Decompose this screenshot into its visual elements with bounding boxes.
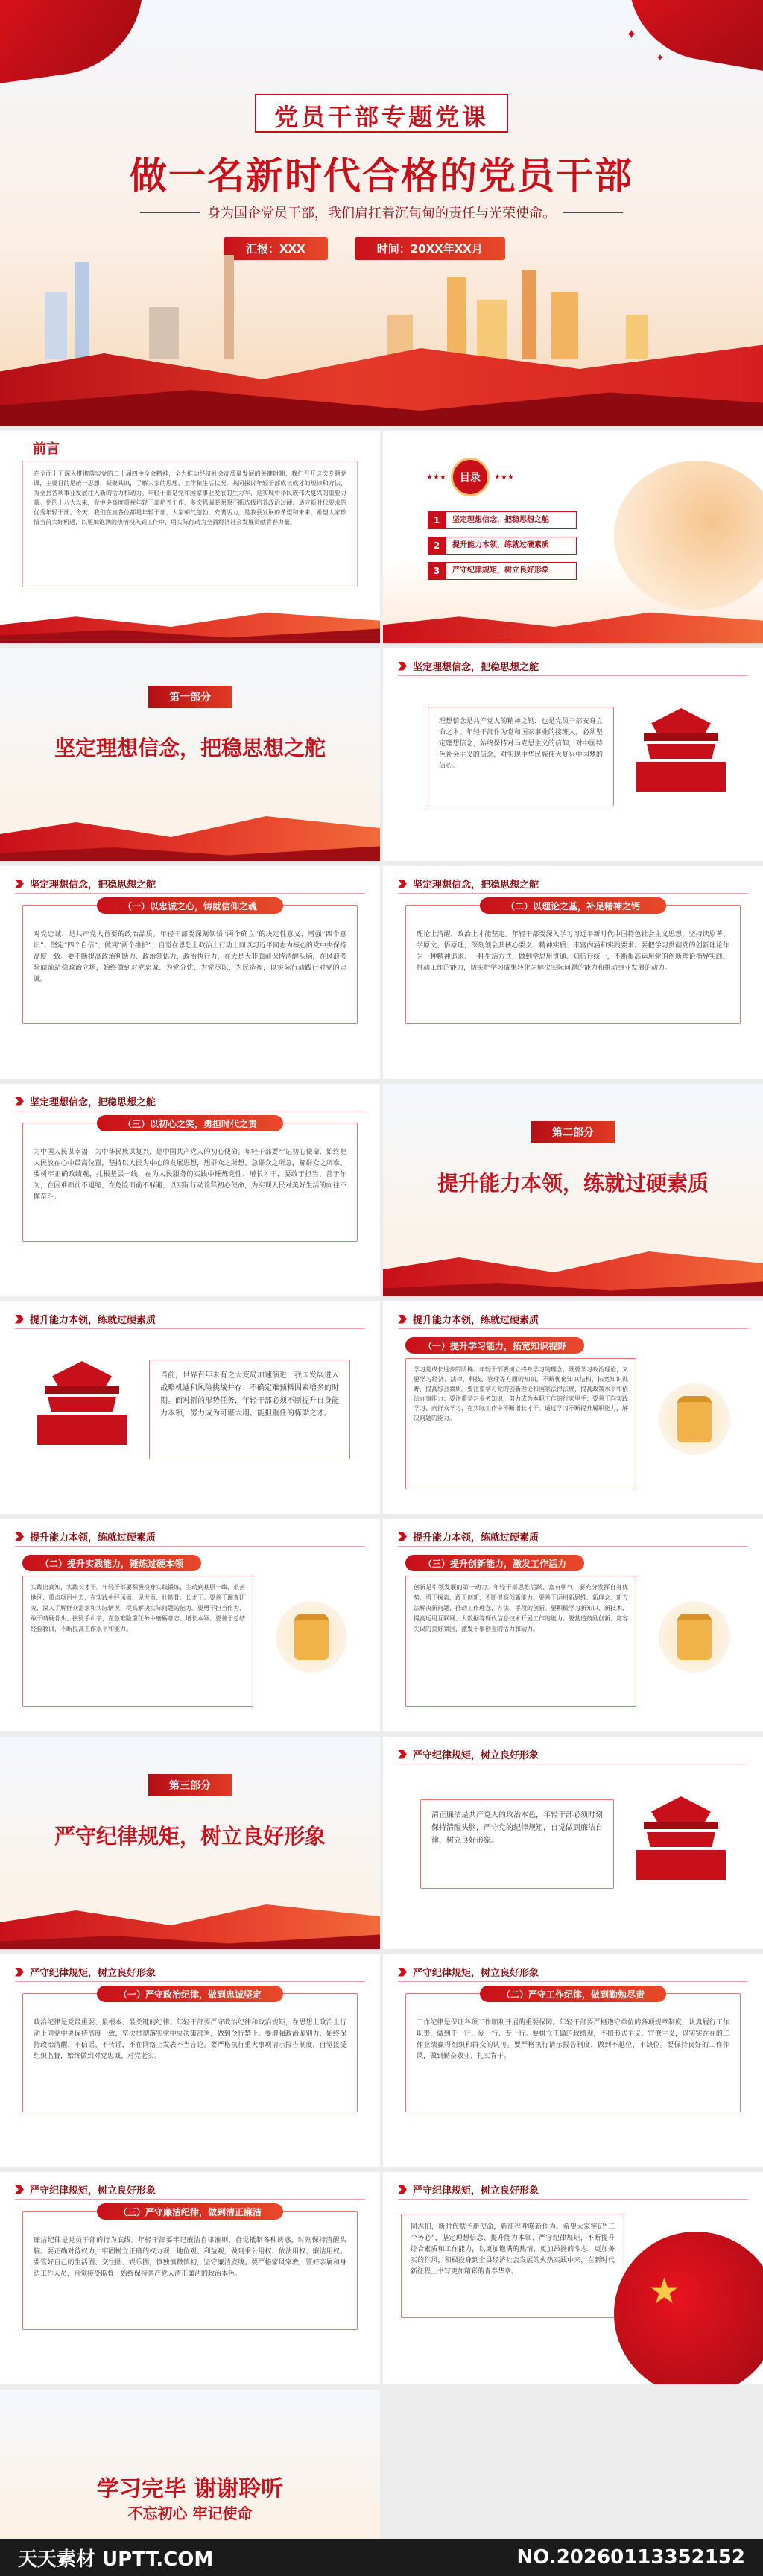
divider (15, 893, 365, 894)
header-marker-icon (15, 1968, 24, 1977)
red-flag-decoration (614, 2232, 763, 2384)
content-text: 工作纪律是保证各项工作顺利开展的重要保障。年轻干部要严格遵守单位的各项规章制度，认真履行工作职责，做到干一行、爱一行、专一行。要树立正确的政绩观，不搞形式主义、官僚主义，以实实在在的工作业绩赢得组织和群众的认可。要严格执行请示报告制度，做到不越位、不缺位。要保持良好的工作作风，做到勤奋敬业、扎实肯干。 (417, 2019, 729, 2060)
ending-title: 学习完毕 谢谢聆听 (96, 2476, 284, 2502)
toc-item[interactable]: 1 坚定理想信念，把稳思想之舵 (428, 511, 577, 529)
slide-header: 提升能力本领，练就过硬素质 (15, 1312, 156, 1326)
header-marker-icon (398, 1315, 407, 1324)
decoration-building (614, 461, 763, 610)
section-pill: （一）以忠诚之心，铸就信仰之魂 (97, 897, 283, 914)
intro-text: 清正廉洁是共产党人的政治本色，年轻干部必须时刻保持清醒头脑，严守党的纪律规矩，自觉做到廉洁自律，树立良好形象。 (431, 1811, 603, 1845)
header-marker-icon (15, 2185, 24, 2194)
content-text: 创新是引领发展的第一动力。年轻干部思维活跃、富有朝气，要充分发挥自身优势，勇于探索、敢于创新，不断提高创新能力。要善于运用新思维、新理念、新方法解决新问题，推动工作理念、方法、手段的创新。要积极学习新知识、新技术，提高运用互联网、大数据等现代信息技术开展工作的能力。要营造鼓励创新、宽容失误的良好氛围，激发干事创业的活力和动力。 (414, 1584, 628, 1632)
content-text: 对党忠诚，是共产党人首要的政治品质。年轻干部要深刻领悟“两个确立”的决定性意义，增强“四个意识”、坚定“四个自信”、做到“两个维护”，自觉在思想上政治上行动上同以习近平同志为核心的党中央保持高度一致。要不断提高政治判断力、政治领悟力、政治执行力，在大是大非面前保持清醒头脑，在风浪考验面前站稳政治立场，始终做到对党忠诚、为党分忧、为党尽职、为民造福，以实际行动践行对党的忠诚。 (34, 931, 346, 983)
star-icon: ★ (648, 2270, 681, 2312)
slide-s2-intro (0, 1301, 380, 1514)
star-icon: ★★★ (426, 473, 446, 482)
slide-header: 提升能力本领，练就过硬素质 (398, 1530, 539, 1544)
slide-s2-a (383, 1301, 763, 1514)
content-card (22, 1576, 253, 1707)
slide-s3-a (0, 1954, 380, 2167)
preface-card (22, 461, 358, 587)
fist-icon (659, 1383, 730, 1455)
content-text: 为中国人民谋幸福，为中华民族谋复兴，是中国共产党人的初心使命。年轻干部要牢记初心使命，始终把人民放在心中最高位置，坚持以人民为中心的发展思想，想群众之所想、急群众之所急，解群众之所难。要树牢正确政绩观，扎根基层一线，在为人民服务的实践中锤炼党性、增长才干，要敢于担当、善于作为，在困难面前不退缩，在危险面前不躲避，以实际行动诠释初心使命，为实现人民对美好生活的向往不懈奋斗。 (34, 1149, 346, 1201)
part-tag: 第三部分 (148, 1774, 232, 1796)
header-marker-icon (398, 662, 407, 671)
cover-slide (0, 0, 763, 426)
slide-part3 (0, 1737, 380, 1949)
slide-header: 坚定理想信念，把稳思想之舵 (15, 1094, 156, 1108)
content-text: 学习是成长进步的阶梯。年轻干部要树立终身学习的理念，既要学习政治理论，又要学习经济、法律、科技、管理等方面的知识，不断优化知识结构，拓宽知识视野，提高综合素质。要注重学习党的创新理论和国家法律法规，提高政策水平和依法办事能力；要注重学习业务知识，努力成为本职工作的行家里手；要善于向实践学习、向群众学习，在实际工作中不断增长才干。通过学习不断提升履职能力，解决问题的能力。 (414, 1366, 628, 1421)
divider (398, 675, 748, 676)
slide-s1-c (0, 1084, 380, 1296)
fist-icon (276, 1601, 347, 1673)
reporter-badge: 汇报：XXX (224, 237, 328, 260)
preface-text: 在全面上下深入贯彻落实党的二十届四中全会精神，全力推动经济社会高质量发展的关键时期，我们召开这次专题党课，主要目的是统一思想、凝聚共识，了解大家的思想、工作和生活状况，共同探讨年轻干部成长成才的规律和方法，为全县各项事业发展注入新的活力和动力。年轻干部是党和国家事业发展的生力军，是实现中华民族伟大复兴的重要力量。党的十八大以来，党中央高度重视年轻干部培养工作，多次强调要源源不断选拔培养政治过硬、适应新时代要求的优秀年轻干部。今天，我们在座各位都是年轻干部，大家朝气蓬勃、充满活力，是我县发展的希望和未来。希望大家珍惜当前大好机遇，以更加饱满的热情投入到工作中，用实际行动为全县经济社会发展贡献青春力量。 (34, 470, 346, 525)
intro-text: 理想信念是共产党人的精神之钙，也是党员干部安身立命之本。年轻干部作为党和国家事业的接班人，必须坚定理想信念，始终保持对马克思主义的信仰，对中国特色社会主义的信念，对实现中华民族伟大复兴中国梦的信心。 (439, 718, 603, 770)
slide-s3-b (383, 1954, 763, 2167)
closing-text: 同志们，新时代赋予新使命，新征程呼唤新作为。希望大家牢记“三个务必”，坚定理想信念、提升能力本领、严守纪律规矩，不断提升综合素质和工作能力，以更加饱满的热情、更加昂扬的斗志、更加务实的作风，积极投身到全县经济社会发展的火热实践中来，在新时代新征程上书写更加精彩的青春华章。 (411, 2223, 615, 2276)
divider (140, 212, 200, 213)
star-icon: ★★★ (493, 473, 514, 482)
header-marker-icon (398, 2185, 407, 2194)
slide-s1-a (0, 866, 380, 1079)
divider (15, 1328, 365, 1329)
slide-header: 坚定理想信念，把稳思想之舵 (398, 659, 539, 673)
slide-s1-b (383, 866, 763, 1079)
content-card (405, 1993, 741, 2112)
divider (15, 1981, 365, 1982)
slide-header: 坚定理想信念，把稳思想之舵 (15, 877, 156, 891)
part-tag: 第二部分 (531, 1121, 615, 1143)
content-card (22, 2211, 358, 2330)
section-pill: （二）以理论之基，补足精神之钙 (480, 897, 666, 914)
watermark-right: NO.20260113352152 (516, 2546, 745, 2569)
divider (398, 1981, 748, 1982)
toc-list (428, 511, 577, 580)
header-marker-icon (398, 880, 407, 888)
intro-card (420, 1799, 614, 1889)
intro-card (428, 707, 614, 806)
header-marker-icon (398, 1532, 407, 1541)
cover-subtitle-tag: 党员干部专题党课 (255, 94, 508, 133)
content-card (405, 1358, 636, 1489)
divider (15, 1546, 365, 1547)
divider (398, 2199, 748, 2200)
divider (398, 893, 748, 894)
cover-tagline: 身为国企党员干部，我们肩扛着沉甸甸的责任与光荣使命。 (207, 206, 556, 221)
content-card (405, 905, 741, 1024)
content-text: 廉洁纪律是党员干部的行为底线。年轻干部要牢记廉洁自律准则，自觉抵制各种诱惑，时刻保持清醒头脑。要正确对待权力，牢固树立正确的权力观、地位观、利益观，做到秉公用权、依法用权、廉洁用权。要管好自己的生活圈、交往圈、娱乐圈，慎独慎微慎初，坚守廉洁底线。要严格家风家教，管好亲属和身边工作人员，自觉接受监督，始终保持共产党人清正廉洁的政治本色。 (34, 2237, 346, 2278)
header-marker-icon (398, 1750, 407, 1759)
dove-icon: ✦ (693, 37, 701, 48)
city-skyline (0, 255, 763, 359)
fist-icon (659, 1601, 730, 1673)
section-pill: （二）严守工作纪律，做到勤勉尽责 (480, 1986, 666, 2002)
watermark-bar (0, 2539, 763, 2576)
header-marker-icon (398, 1968, 407, 1977)
slide-s3-intro (383, 1737, 763, 1949)
slide-header: 提升能力本领，练就过硬素质 (15, 1530, 156, 1544)
slide-toc (383, 431, 763, 643)
header-marker-icon (15, 1097, 24, 1106)
part-tag: 第一部分 (148, 686, 232, 708)
slide-ending (0, 2390, 380, 2539)
slide-header: 坚定理想信念，把稳思想之舵 (398, 877, 539, 891)
content-text: 理论上清醒，政治上才能坚定。年轻干部要深入学习习近平新时代中国特色社会主义思想，坚持读原著、学原文、悟原理，深刻领会其核心要义、精神实质、丰富内涵和实践要求。要把学习贯彻党的创新理论作为一种精神追求、一种生活方式，做到学思用贯通、知信行统一，不断提高运用党的创新理论指导实践、推动工作的能力，切实把学习成果转化为解决实际问题的能力和推动事业发展的动力。 (417, 931, 729, 972)
toc-item[interactable]: 3 严守纪律规矩，树立良好形象 (428, 562, 577, 580)
content-card (405, 1576, 636, 1707)
divider (15, 2199, 365, 2200)
slide-preface (0, 431, 380, 643)
slide-s3-c (0, 2172, 380, 2384)
slide-part2 (383, 1084, 763, 1296)
slide-header: 严守纪律规矩，树立良好形象 (15, 2182, 156, 2197)
content-card (22, 1993, 358, 2112)
toc-badge-row (426, 458, 514, 496)
empty-slot (383, 2390, 763, 2539)
content-card (22, 905, 358, 1024)
slide-header: 严守纪律规矩，树立良好形象 (398, 1965, 539, 1979)
intro-text: 当前，世界百年未有之大变局加速演进，我国发展进入战略机遇和风险挑战并存、不确定难预料因素增多的时期。面对新的形势任务，年轻干部必须不断提升自身能力本领，努力成为可堪大用、能担重任的栋梁之才。 (160, 1371, 339, 1418)
slide-s1-intro (383, 648, 763, 861)
content-card (22, 1123, 358, 1242)
part-title: 提升能力本领，练就过硬素质 (437, 1171, 709, 1196)
section-pill: （三）以初心之笑，勇担时代之责 (97, 1115, 283, 1131)
slide-header: 严守纪律规矩，树立良好形象 (15, 1965, 156, 1979)
cover-subtitle-box (171, 94, 592, 133)
divider (398, 1328, 748, 1329)
header-marker-icon (15, 880, 24, 888)
slide-s2-c (383, 1519, 763, 1731)
section-pill: （三）严守廉洁纪律，做到清正廉洁 (97, 2203, 283, 2220)
watermark-left: 天天素材 UPTT.COM (18, 2548, 214, 2571)
red-flag-decoration-right (615, 0, 763, 73)
preface-title: 前言 (33, 441, 60, 457)
toc-item[interactable]: 2 提升能力本领，练就过硬素质 (428, 537, 577, 555)
slide-s3-close (383, 2172, 763, 2384)
slide-header: 严守纪律规矩，树立良好形象 (398, 1747, 539, 1761)
toc-badge: 目录 (451, 458, 490, 496)
dove-icon: ✦ (626, 27, 638, 42)
section-pill: （一）提升学习能力，拓宽知识视野 (405, 1337, 584, 1354)
cover-tagline-row (0, 203, 763, 222)
date-badge: 时间：20XX年XX月 (355, 237, 505, 260)
divider (563, 212, 623, 213)
section-pill: （三）提升创新能力，激发工作活力 (405, 1555, 584, 1571)
divider (398, 1546, 748, 1547)
cover-title: 做一名新时代合格的党员干部 (130, 154, 633, 198)
slide-part1 (0, 648, 380, 861)
content-text: 实践出真知，实践长才干。年轻干部要积极投身实践锻炼，主动到基层一线、艰苦地区、重点项目中去，在实践中经风雨、见世面、壮筋骨、长才干。要善于调查研究，深入了解群众需求和实际情况，提高解决实际问题的能力。要勇于担当作为，敢于啃硬骨头、接烫手山芋，在急难险重任务中磨砺意志、增长本领。要善于总结经验教训，不断提高工作水平和能力。 (31, 1584, 245, 1632)
slide-header: 提升能力本领，练就过硬素质 (398, 1312, 539, 1326)
tiananmen-icon (636, 701, 726, 812)
tiananmen-icon (30, 1354, 134, 1473)
intro-card (149, 1360, 350, 1459)
section-pill: （二）提升实践能力，锤炼过硬本领 (22, 1555, 201, 1571)
slide-s2-b (0, 1519, 380, 1731)
header-marker-icon (15, 1315, 24, 1324)
section-pill: （一）严守政治纪律，做到忠诚坚定 (97, 1986, 283, 2002)
closing-card (401, 2214, 624, 2318)
content-text: 政治纪律是党最重要、最根本、最关键的纪律。年轻干部要严守政治纪律和政治规矩，在思想上政治上行动上同党中央保持高度一致，坚决贯彻落实党中央决策部署，做到令行禁止。要增强政治鉴别力，始终保持政治清醒，不信谣、不传谣，不在网络上发表不当言论。要严格执行重大事项请示报告制度，自觉接受组织监督，始终做到对党忠诚、对党老实。 (34, 2019, 346, 2060)
slide-header: 严守纪律规矩，树立良好形象 (398, 2182, 539, 2197)
part-title: 坚定理想信念，把稳思想之舵 (54, 736, 326, 760)
dove-icon: ✦ (656, 52, 665, 64)
part-title: 严守纪律规矩，树立良好形象 (54, 1824, 326, 1849)
red-flag-decoration (0, 0, 154, 86)
ending-subtitle: 不忘初心 牢记使命 (127, 2504, 253, 2522)
tiananmen-icon (636, 1789, 726, 1901)
header-marker-icon (15, 1532, 24, 1541)
